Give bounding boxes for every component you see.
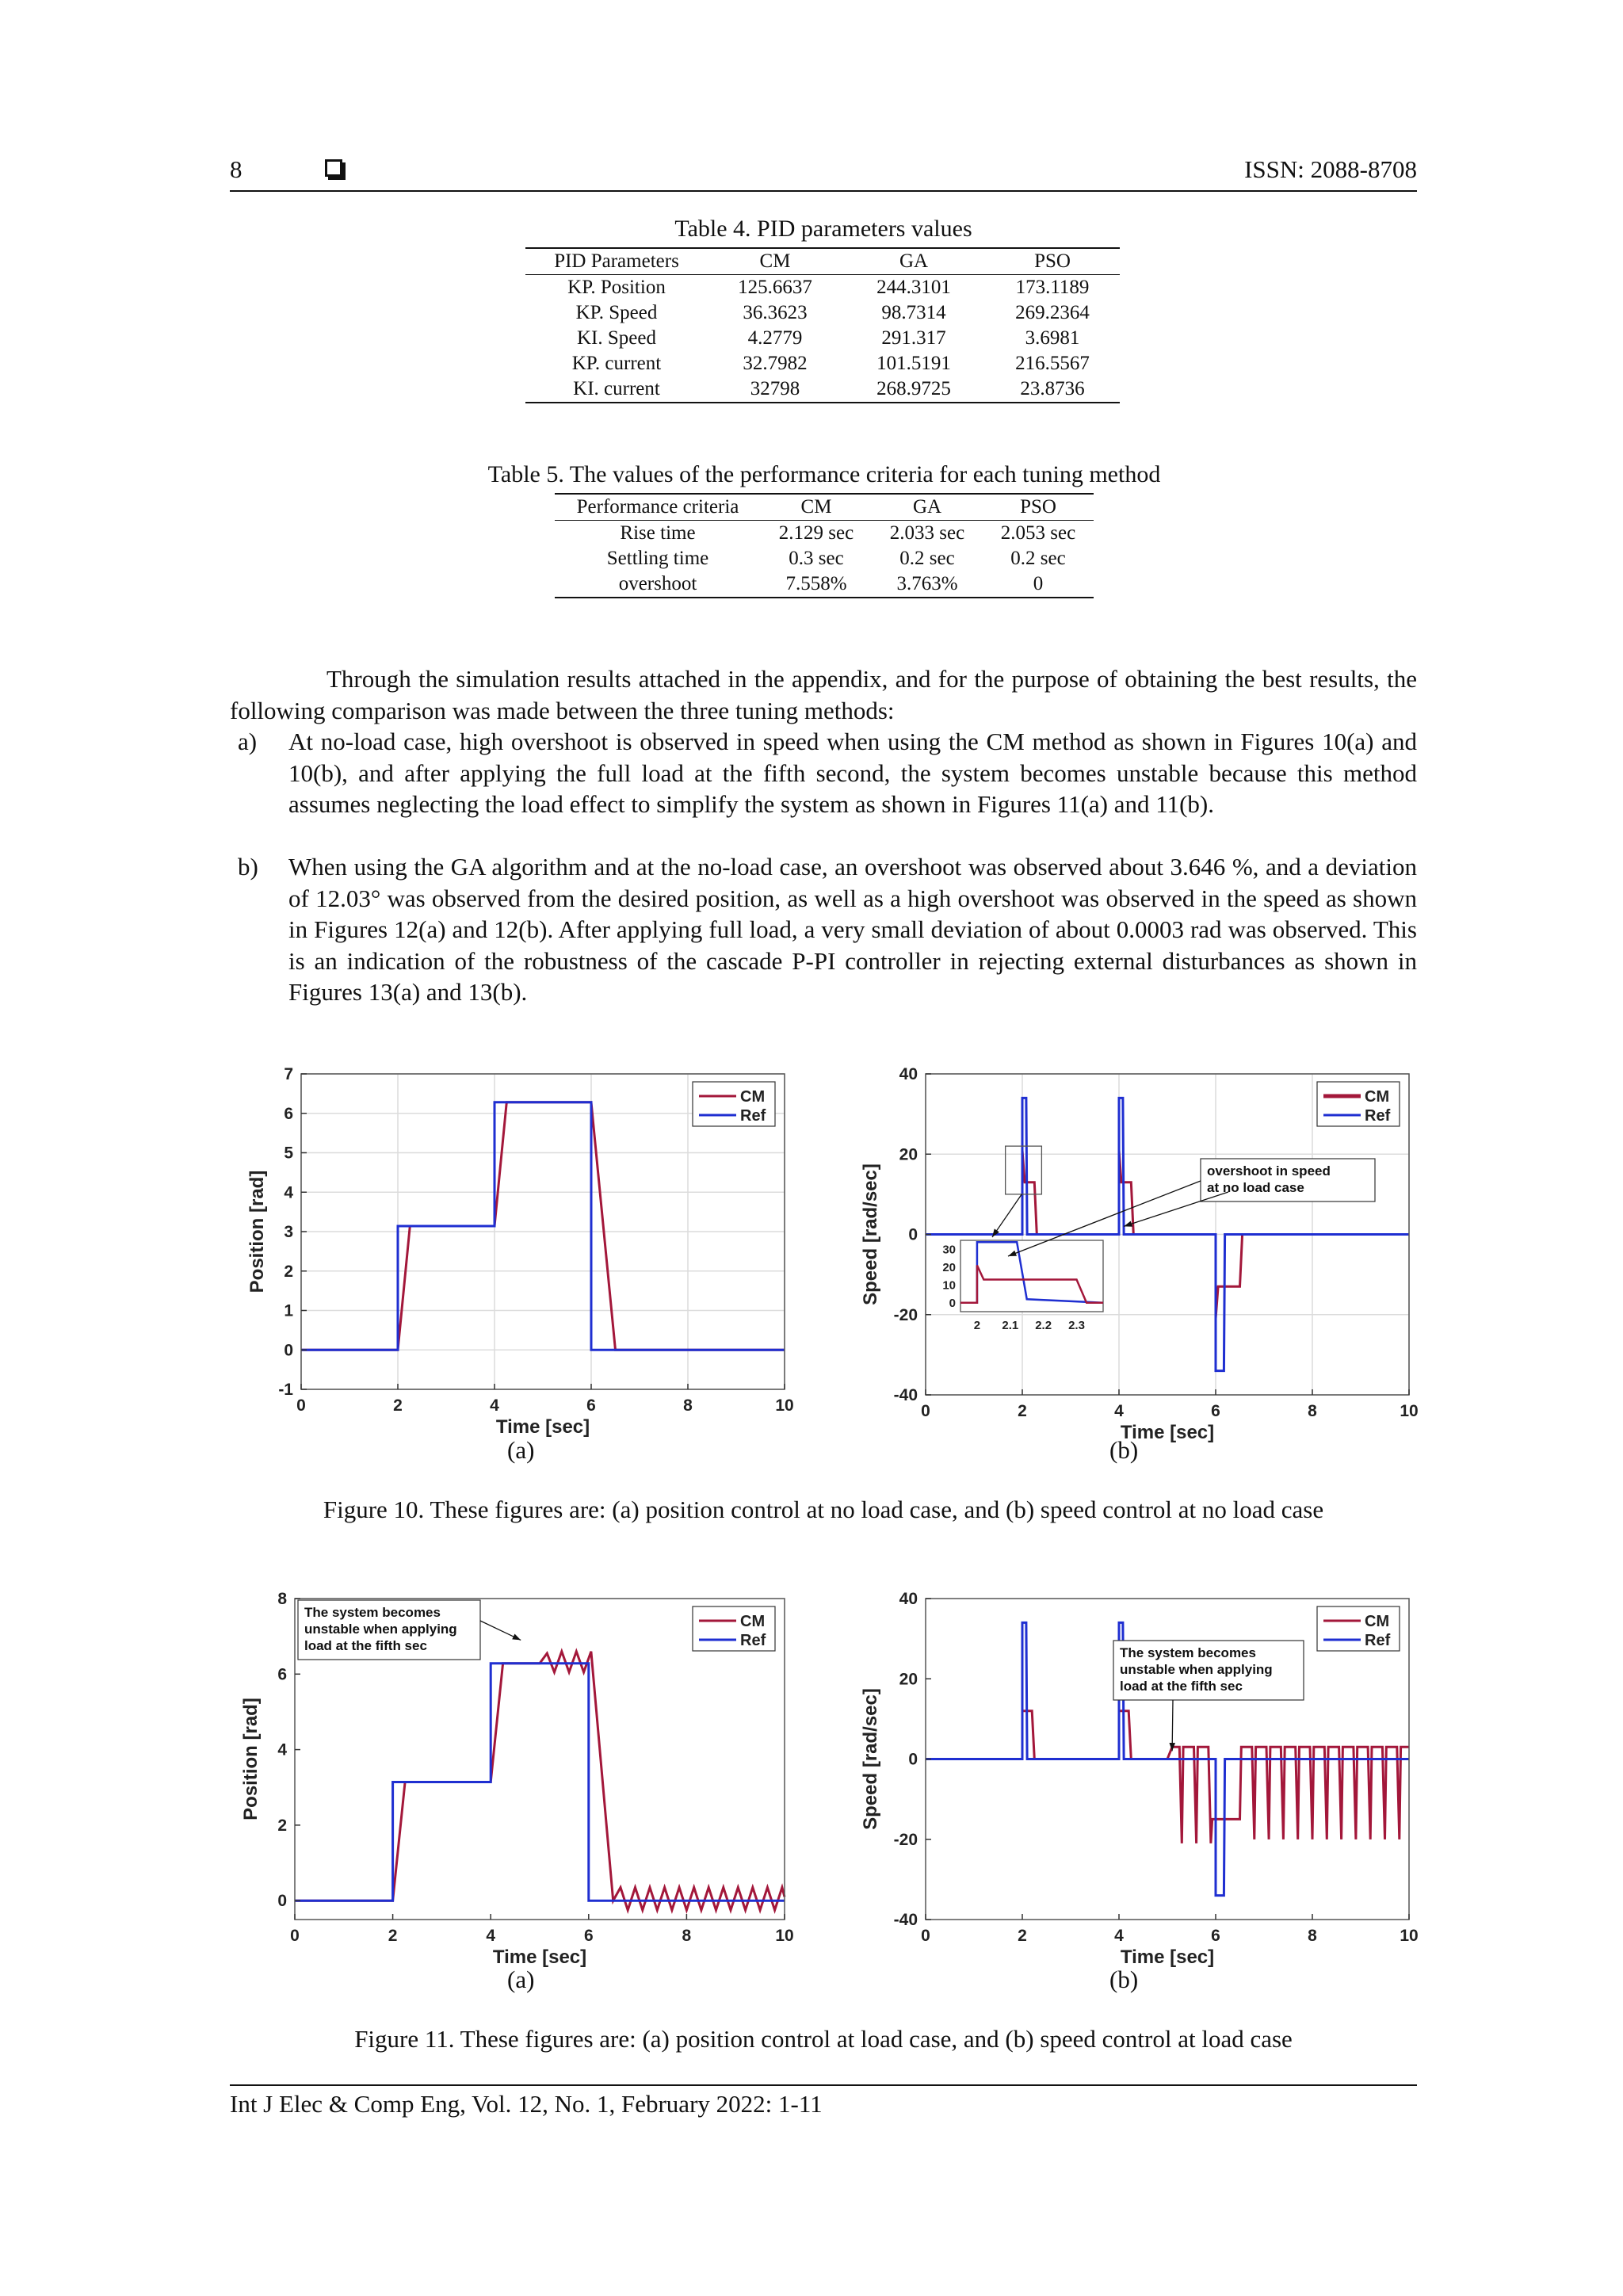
- table-cell: 0.2 sec: [1010, 548, 1066, 569]
- table-cell: 32.7982: [743, 353, 808, 374]
- table5-header: CM: [800, 496, 832, 518]
- x-tick-label: 8: [1308, 1927, 1317, 1945]
- y-axis-label: Position [rad]: [240, 1698, 262, 1820]
- x-tick-label: 0: [921, 1402, 930, 1420]
- table-cell: KI. current: [573, 378, 660, 399]
- y-tick-label: 5: [284, 1144, 293, 1163]
- y-tick-label: -40: [893, 1911, 918, 1929]
- table-cell: 7.558%: [785, 573, 847, 594]
- unstable-annotation-a-text: load at the fifth sec: [304, 1638, 427, 1653]
- table-cell: 2.033 sec: [889, 522, 965, 544]
- x-tick-label: 2: [388, 1927, 398, 1945]
- x-tick-label: 2: [1018, 1927, 1027, 1945]
- table-row: [525, 300, 1120, 326]
- overshoot-annotation-text: overshoot in speed: [1207, 1163, 1331, 1179]
- table-cell: 269.2364: [1015, 302, 1090, 323]
- issn: ISSN: 2088-8708: [1244, 155, 1417, 183]
- y-tick-label: -20: [893, 1305, 918, 1324]
- y-tick-label: 0: [284, 1341, 293, 1360]
- y-axis-label: Speed [rad/sec]: [860, 1688, 881, 1830]
- x-tick-label: 4: [1114, 1927, 1124, 1945]
- figure-10b-chart: [840, 1054, 1419, 1443]
- legend-label-ref: Ref: [1365, 1632, 1391, 1649]
- inset-y-tick-label: 10: [942, 1278, 956, 1293]
- footer-rule: [230, 2084, 1417, 2086]
- table-cell: KP. Position: [567, 277, 666, 298]
- figure-11b-label: (b): [1109, 1966, 1139, 1993]
- x-tick-label: 8: [1308, 1402, 1317, 1420]
- y-tick-label: 3: [284, 1223, 293, 1241]
- x-tick-label: 10: [1400, 1402, 1419, 1420]
- list-item: When using the GA algorithm and at the no-load case, an overshoot was observed about 3.646 %, and a deviation of 12.03° was observed from the desired position, as well as a high overshoot was observed in the speed as shown in Figures 12(a) and 12(b). After applying full load, a very small deviation of about 0.0003 rad was observed. This is an indication of the robustness of the cascade P-PI controller in rejecting external disturbances as shown in Figures 13(a) and 13(b).: [288, 853, 1417, 1006]
- table5-header: GA: [912, 496, 942, 518]
- x-tick-label: 10: [775, 1927, 794, 1945]
- table-cell: Settling time: [606, 548, 709, 569]
- x-tick-label: 6: [1211, 1402, 1220, 1420]
- figure-11a-chart: [238, 1581, 808, 1969]
- table-cell: 125.6637: [738, 277, 812, 298]
- table-cell: 0: [1033, 573, 1044, 594]
- x-tick-label: 6: [586, 1396, 596, 1415]
- table-cell: KP. Speed: [575, 302, 658, 323]
- checkbox-icon: [325, 159, 342, 177]
- x-tick-label: 10: [1400, 1927, 1419, 1945]
- figure-10a-chart: [238, 1054, 808, 1442]
- table4-header: PSO: [1034, 250, 1071, 272]
- x-tick-label: 4: [486, 1927, 496, 1945]
- table4-header: CM: [759, 250, 791, 272]
- y-tick-label: 20: [899, 1670, 918, 1689]
- table-cell: 32798: [750, 378, 800, 399]
- x-axis-label: Time [sec]: [495, 1416, 590, 1438]
- table-cell: 2.053 sec: [1000, 522, 1076, 544]
- y-tick-label: 2: [284, 1262, 293, 1281]
- table-row: [525, 275, 1120, 301]
- table-cell: 216.5567: [1015, 353, 1090, 374]
- y-tick-label: 2: [277, 1816, 287, 1835]
- x-tick-label: 2: [393, 1396, 403, 1415]
- table-row: [555, 571, 1094, 598]
- legend-label-cm: CM: [1365, 1613, 1390, 1630]
- x-tick-label: 0: [921, 1927, 930, 1945]
- table5-caption: Table 5. The values of the performance criteria for each tuning method: [487, 461, 1161, 487]
- inset-y-tick-label: 20: [942, 1260, 956, 1274]
- table-cell: 23.8736: [1020, 378, 1085, 399]
- legend-label-cm: CM: [1365, 1088, 1390, 1106]
- y-axis-label: Speed [rad/sec]: [860, 1163, 881, 1305]
- table5-header-row: [555, 494, 1094, 521]
- x-tick-label: 4: [490, 1396, 499, 1415]
- table-cell: 0.2 sec: [899, 548, 955, 569]
- x-tick-label: 6: [1211, 1927, 1220, 1945]
- table-cell: 173.1189: [1015, 277, 1090, 298]
- y-axis-label: Position [rad]: [246, 1170, 268, 1293]
- inset-y-tick-label: 30: [942, 1243, 956, 1257]
- y-tick-label: -20: [893, 1830, 918, 1849]
- unstable-annotation-a-text: The system becomes: [304, 1605, 441, 1620]
- x-tick-label: 4: [1114, 1402, 1124, 1420]
- table-cell: 0.3 sec: [789, 548, 844, 569]
- footer-citation: Int J Elec & Comp Eng, Vol. 12, No. 1, February 2022: 1-11: [230, 2090, 823, 2118]
- inset-x-tick-label: 2: [973, 1319, 981, 1332]
- x-tick-label: 8: [682, 1927, 692, 1945]
- table4-header: GA: [899, 250, 929, 272]
- figure-11b-chart: [840, 1581, 1419, 1969]
- y-tick-label: 6: [284, 1104, 293, 1123]
- overshoot-annotation-text: at no load case: [1207, 1180, 1304, 1195]
- x-axis-label: Time [sec]: [1120, 1422, 1215, 1443]
- table4-header: PID Parameters: [554, 250, 679, 272]
- unstable-annotation-b-text: unstable when applying: [1120, 1662, 1273, 1677]
- list-item: At no-load case, high overshoot is observed in speed when using the CM method as shown in Figures 10(a) and 10(b), and after applying the full load at the fifth second, the system becomes unstable because this method assumes neglecting the load effect to simplify the system as shown in Figures 11(a) and 11(b).: [288, 728, 1417, 818]
- inset-x-tick-label: 2.1: [1002, 1319, 1019, 1332]
- figure-10-caption: Figure 10. These figures are: (a) position control at no load case, and (b) speed control at no load case: [323, 1496, 1324, 1523]
- x-tick-label: 0: [296, 1396, 306, 1415]
- list-marker: a): [238, 728, 258, 755]
- page-number: 8: [230, 155, 242, 183]
- table-cell: Rise time: [620, 522, 696, 544]
- table-cell: 2.129 sec: [778, 522, 854, 544]
- y-tick-label: 40: [899, 1065, 918, 1083]
- table-cell: 98.7314: [881, 302, 946, 323]
- table-cell: 36.3623: [743, 302, 808, 323]
- y-tick-label: 6: [277, 1665, 287, 1684]
- y-tick-label: 4: [284, 1183, 293, 1202]
- table-cell: 3.6981: [1025, 327, 1080, 349]
- y-tick-label: 0: [908, 1225, 918, 1244]
- legend-label-ref: Ref: [740, 1632, 766, 1649]
- y-tick-label: 40: [899, 1590, 918, 1608]
- x-tick-label: 2: [1018, 1402, 1027, 1420]
- table5: [555, 493, 1094, 598]
- y-tick-label: 7: [284, 1065, 293, 1083]
- figure-11-caption: Figure 11. These figures are: (a) position control at load case, and (b) speed control at load case: [354, 2025, 1293, 2053]
- table-row: [525, 326, 1120, 351]
- y-tick-label: -1: [278, 1381, 293, 1399]
- unstable-annotation-b-text: load at the fifth sec: [1120, 1679, 1243, 1694]
- table-cell: 3.763%: [896, 573, 958, 594]
- x-axis-label: Time [sec]: [492, 1946, 587, 1968]
- y-tick-label: 20: [899, 1145, 918, 1164]
- inset-y-tick-label: 0: [949, 1296, 956, 1310]
- table-cell: KP. current: [571, 353, 662, 374]
- table-cell: overshoot: [618, 573, 697, 594]
- y-tick-label: 0: [908, 1750, 918, 1769]
- x-tick-label: 10: [775, 1396, 794, 1415]
- table-row: [525, 351, 1120, 376]
- table-cell: KI. Speed: [577, 327, 656, 349]
- table-cell: 4.2779: [747, 327, 803, 349]
- figure-10a-label: (a): [507, 1436, 535, 1464]
- header-rule: [230, 190, 1417, 192]
- y-tick-label: 0: [277, 1892, 287, 1911]
- x-tick-label: 8: [683, 1396, 693, 1415]
- inset-x-tick-label: 2.3: [1068, 1319, 1085, 1332]
- y-tick-label: 8: [277, 1590, 287, 1608]
- figure-10b-label: (b): [1109, 1436, 1139, 1464]
- table-row: [525, 376, 1120, 403]
- x-axis-label: Time [sec]: [1120, 1946, 1215, 1968]
- intro-paragraph: Through the simulation results attached in the appendix, and for the purpose of obtaining the best results, the following comparison was made between the three tuning methods:: [230, 665, 1417, 724]
- x-tick-label: 6: [583, 1927, 594, 1945]
- unstable-annotation-b-text: The system becomes: [1120, 1645, 1256, 1660]
- table-cell: 291.317: [881, 327, 946, 349]
- legend-label-ref: Ref: [1365, 1107, 1391, 1125]
- table4: [525, 247, 1120, 403]
- table-row: [555, 546, 1094, 571]
- table4-caption: Table 4. PID parameters values: [674, 216, 972, 242]
- table4-header-row: [525, 248, 1120, 275]
- table-row: [555, 521, 1094, 547]
- table5-header: PSO: [1020, 496, 1056, 518]
- y-tick-label: 4: [277, 1740, 287, 1759]
- y-tick-label: -40: [893, 1386, 918, 1404]
- list-marker: b): [238, 853, 258, 881]
- legend-label-ref: Ref: [740, 1107, 766, 1125]
- figure-11a-label: (a): [507, 1966, 535, 1993]
- table-cell: 101.5191: [876, 353, 951, 374]
- inset-x-tick-label: 2.2: [1035, 1319, 1052, 1332]
- table5-header: Performance criteria: [576, 496, 739, 518]
- x-tick-label: 0: [290, 1927, 300, 1945]
- table-cell: 244.3101: [876, 277, 951, 298]
- unstable-annotation-a-text: unstable when applying: [304, 1622, 457, 1637]
- y-tick-label: 1: [284, 1301, 293, 1320]
- legend-label-cm: CM: [740, 1088, 766, 1106]
- legend-label-cm: CM: [740, 1613, 766, 1630]
- table-cell: 268.9725: [876, 378, 951, 399]
